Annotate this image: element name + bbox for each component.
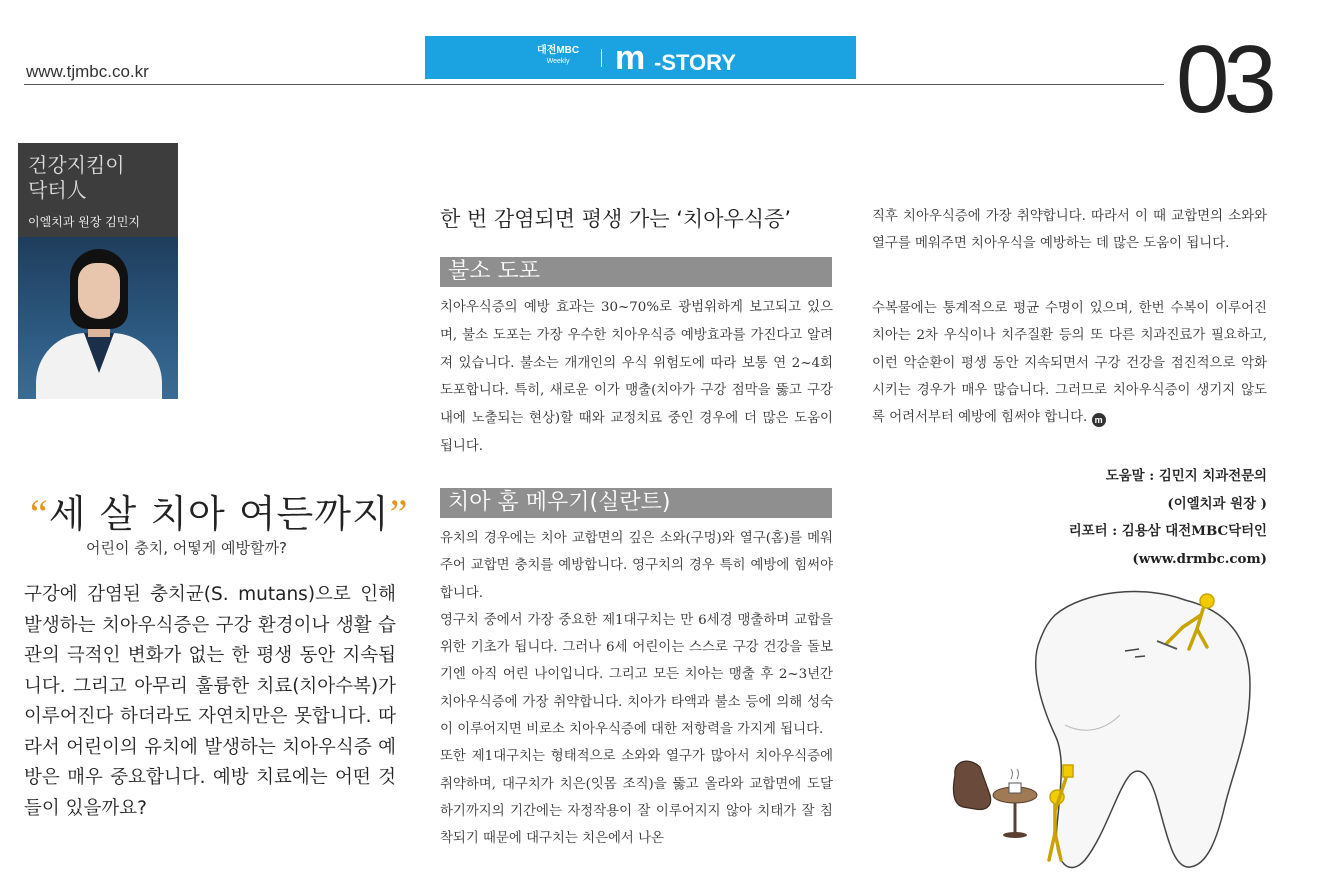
credit-line: 리포터 : 김용삼 대전MBC닥터인 [1068,523,1267,539]
open-quote-mark: “ [30,491,49,536]
close-quote-mark: ” [389,491,409,536]
credit-line: (www.drmbc.com) [1132,550,1267,567]
header-rule [24,84,1164,85]
mbc-weekly-logo: 대전MBC Weekly [537,45,580,65]
feature-intro: 구강에 감염된 충치균(S. mutans)으로 인해 발생하는 치아우식증은 구강 환경이나 생활 습관의 극적인 변화가 없는 한 평생 동안 지속됩니다. 그리고 아무리 훌륭한 치료(치아수복)가 이루어진다 하더라도 자연치만은 못합니다. 따라서 어린이의 유치에 발생하는 치아우식증 예방은 매우 중요합니다. 예방 치료에는 어떤 것들이 있을까요? [24,584,396,819]
page-number: 03 [1176,26,1271,133]
m-logo: m [615,39,646,77]
credit-line: (이엘치과 원장 ) [1167,495,1267,512]
sealant-paragraph-2: 영구치 중에서 가장 중요한 제1대구치는 만 6세경 맹출하며 교합을 위한 기초가 됩니다. 그러나 6세 어린이는 스스로 구강 건강을 돌보기엔 아직 어린 나이입니다. 그리고 모든 치아는 맹출 후 2~3년간 치아우식증에 가장 취약합니다. 치아가 타액과 불소 등에 의해 성숙이 이루어지면 비로소 치아우식증에 대한 저항력을 가지게 됩니다. [440,612,833,738]
doctor-profile [18,143,178,399]
sealant-paragraph-3: 또한 제1대구치는 형태적으로 소와와 열구가 많아서 치아우식증에 취약하며, 대구치가 치은(잇몸 조직)을 뚫고 올라와 교합면에 도달하기까지의 기간에는 자정작용이 잘 이루어지지 않아 치태가 잘 침착되기 때문에 대구치는 치은에서 나온 [440,749,833,847]
site-url: www.tjmbc.co.kr [26,62,149,81]
banner-separator [601,49,602,67]
tooth-illustration [945,585,1275,875]
continued-paragraph: 직후 치아우식증에 가장 취약합니다. 따라서 이 때 교합면의 소와와 열구를 메워주면 치아우식을 예방하는 데 많은 도움이 됩니다. [872,209,1267,252]
sealant-paragraph-1: 유치의 경우에는 치아 교합면의 깊은 소와(구멍)와 열구(홈)를 메워주어 교합면 충치를 예방합니다. 영구치의 경우 특히 예방에 힘써야 합니다. [440,531,833,601]
m-story-banner [425,36,856,79]
doctor-header [18,143,178,237]
m-end-icon: m [1092,413,1106,427]
credits [1069,463,1267,573]
sealant-paragraphs [440,525,833,853]
section-title-sealant: 치아 홈 메우기(실란트) [440,488,832,518]
story-logo-text: -STORY [654,50,736,75]
section-title-fluoride: 불소 도포 [440,257,832,287]
doctor-photo [18,237,178,399]
fluoride-paragraph: 치아우식증의 예방 효과는 30~70%로 광범위하게 보고되고 있으며, 불소 도포는 가장 우수한 치아우식증 예방효과를 가진다고 알려져 있습니다. 불소는 개개인의 우식 위험도에 따라 보통 연 2~4회 도포합니다. 특히, 새로운 이가 맹출(치아가 구강 점막을 뚫고 구강 내에 노출되는 현상)할 때와 교정치료 중인 경우에 더 많은 도움이 됩니다. [440,300,833,454]
credit-line: 도움말 : 김민지 치과전문의 [1105,468,1267,484]
restoration-paragraph: 수복물에는 통계적으로 평균 수명이 있으며, 한번 수복이 이루어진 치아는 2차 우식이나 치주질환 등의 또 다른 치과진료가 필요하고, 이런 악순환이 평생 동안 지속되면서 구강 건강을 점진적으로 악화시키는 경우가 매우 많습니다. 그러므로 치아우식증이 생기지 않도록 어려서부터 예방에 힘써야 합니다. m [872,301,1267,426]
column-title: 건강지킴이 닥터人 [28,153,125,202]
column-heading: 한 번 감염되면 평생 가는 ‘치아우식증’ [440,207,792,231]
doctor-name: 이엘치과 원장 김민지 [28,215,140,229]
feature-subtitle: 어린이 충치, 어떻게 예방할까? [86,539,287,557]
feature-title: “세 살 치아 여든까지” [30,491,409,536]
